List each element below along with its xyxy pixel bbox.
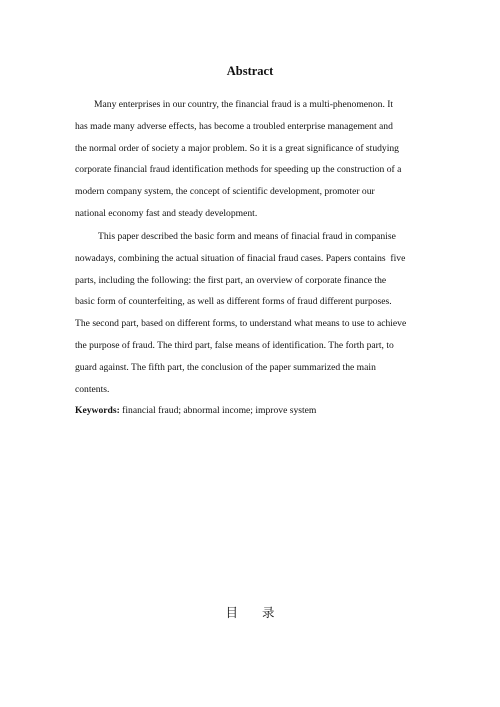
toc-heading: 目 录 (225, 605, 285, 620)
paragraph-line: corporate financial fraud identification methods for speeding up the construction of a (75, 164, 402, 176)
abstract-paragraph-1 (75, 94, 427, 225)
paragraph-line: This paper described the basic form and means of finacial fraud in companise (98, 231, 396, 242)
paragraph-line: modern company system, the concept of scientific development, promoter our (75, 186, 375, 198)
paragraph-line: has made many adverse effects, has become a troubled enterprise management and (75, 120, 393, 132)
abstract-paragraph-2 (75, 226, 427, 400)
keywords-label: Keywords: (75, 405, 120, 416)
paragraph-line: nowadays, combining the actual situation of finacial fraud cases. Papers contains five (75, 252, 406, 264)
paragraph-line: The second part, based on different forms, to understand what means to use to achieve (75, 318, 407, 330)
abstract-title: Abstract (226, 64, 274, 78)
paragraph-line: contents. (75, 383, 110, 395)
paragraph-line: basic form of counterfeiting, as well as different forms of fraud different purposes. (75, 296, 392, 308)
paragraph-line: Many enterprises in our country, the financial fraud is a multi-phenomenon. It (94, 99, 394, 110)
paragraph-line: national economy fast and steady development. (75, 207, 258, 219)
keywords-text: financial fraud; abnormal income; improve system (119, 405, 317, 416)
paragraph-line: the purpose of fraud. The third part, false means of identification. The forth part, to (75, 339, 394, 351)
keywords-line (75, 400, 316, 422)
paragraph-line: guard against. The fifth part, the conclusion of the paper summarized the main (75, 361, 376, 373)
paragraph-line: parts, including the following: the first part, an overview of corporate finance the (75, 274, 387, 286)
paragraph-line: the normal order of society a major problem. So it is a great significance of studying (75, 142, 399, 154)
